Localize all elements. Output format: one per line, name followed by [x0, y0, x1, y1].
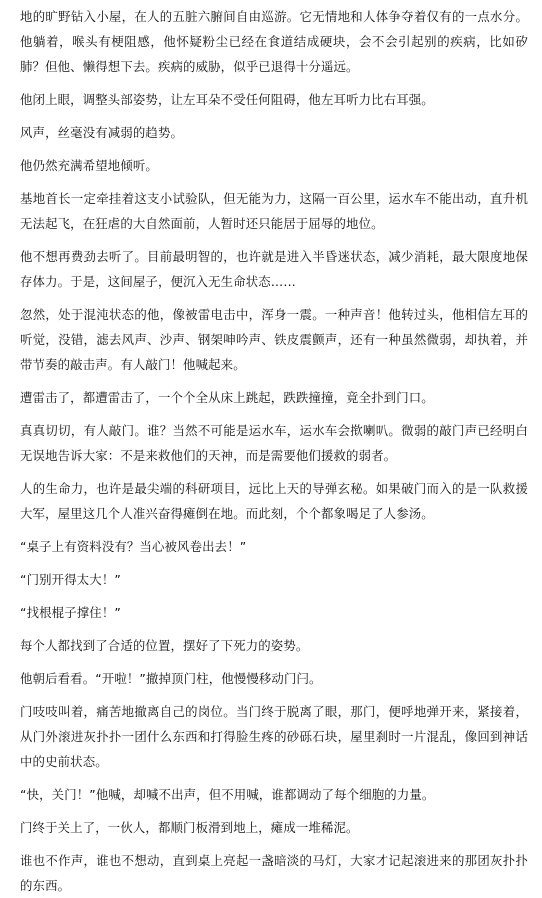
- paragraph: 门终于关上了，一伙人，都顺门板滑到地上，瘫成一堆稀泥。: [20, 820, 359, 835]
- paragraph: “门别开得太大！”: [20, 572, 121, 587]
- paragraph: 他闭上眼，调整头部姿势，让左耳朵不受任何阻碍，他左耳听力比右耳强。: [20, 92, 434, 107]
- paragraph: 他仍然充满希望地倾听。: [20, 158, 158, 173]
- paragraph: 谁也不作声，谁也不想动，直到桌上亮起一盏暗淡的马灯，大家才记起滚进来的那团灰扑扑的东西。: [20, 853, 528, 893]
- paragraph: 遭雷击了，都遭雷击了，一个个全从床上跳起，跌跌撞撞，竟全扑到门口。: [20, 390, 434, 405]
- paragraph: 地的旷野钻入小屋，在人的五脏六腑间自由巡游。它无情地和人体争夺着仅有的一点水分。他躺着，喉头有梗阻感，他怀疑粉尘已经在食道结成硬块，会不会引起别的疾病，比如矽肺？但他、懒得想下去。疾病的威胁，似乎已退得十分遥远。: [20, 9, 528, 74]
- paragraph: 他朝后看看。“开啦！”撤掉顶门柱，他慢慢移动门闩。: [20, 671, 322, 686]
- paragraph: 忽然，处于混沌状态的他，像被雷电击中，浑身一震。一种声音！他转过头，他相信左耳的听觉，没错，滤去风声、沙声、钢架呻吟声、铁皮震颤声，还有一种虽然微弱，却执着，并带节奏的敲击声。有人敲门！他喊起来。: [20, 307, 528, 372]
- paragraph: 风声，丝毫没有减弱的趋势。: [20, 125, 184, 140]
- paragraph: “桌子上有资料没有？当心被风卷出去！”: [20, 539, 247, 554]
- paragraph: 他不想再费劲去听了。目前最明智的，也许就是进入半昏迷状态，减少消耗，最大限度地保存体力。于是，这间屋子，便沉入无生命状态……: [20, 249, 528, 289]
- paragraph: 每个人都找到了合适的位置，摆好了下死力的姿势。: [20, 638, 309, 653]
- paragraph: “找根棍子撑住！”: [20, 605, 121, 620]
- paragraph: 门吱吱叫着，痛苦地撤离自己的岗位。当门终于脱离了眼，那门，便呼地弹开来，紧接着，从门外滚进灰扑扑一团什么东西和打得脸生疼的砂砾石块，屋里刹时一片混乱，像回到神话中的史前状态。: [20, 704, 528, 769]
- paragraph: 基地首长一定牵挂着这支小试验队，但无能为力，这隔一百公里，运水车不能出动，直升机无法起飞，在狂虐的大自然面前，人暂时还只能居于屈辱的地位。: [20, 191, 528, 231]
- paragraph: 真真切切，有人敲门。谁？当然不可能是运水车，运水车会揿喇叭。微弱的敲门声已经明白无误地告诉大家：不是来救他们的天神，而是需要他们援救的弱者。: [20, 423, 528, 463]
- paragraph: “快，关门！”他喊，却喊不出声，但不用喊，谁都调动了每个细胞的力量。: [20, 787, 435, 802]
- paragraph: 人的生命力，也许是最尖端的科研项目，远比上天的导弹玄秘。如果破门而入的是一队救援大军，屋里这几个人准兴奋得瘫倒在地。而此刻，个个都象喝足了人参汤。: [20, 481, 528, 521]
